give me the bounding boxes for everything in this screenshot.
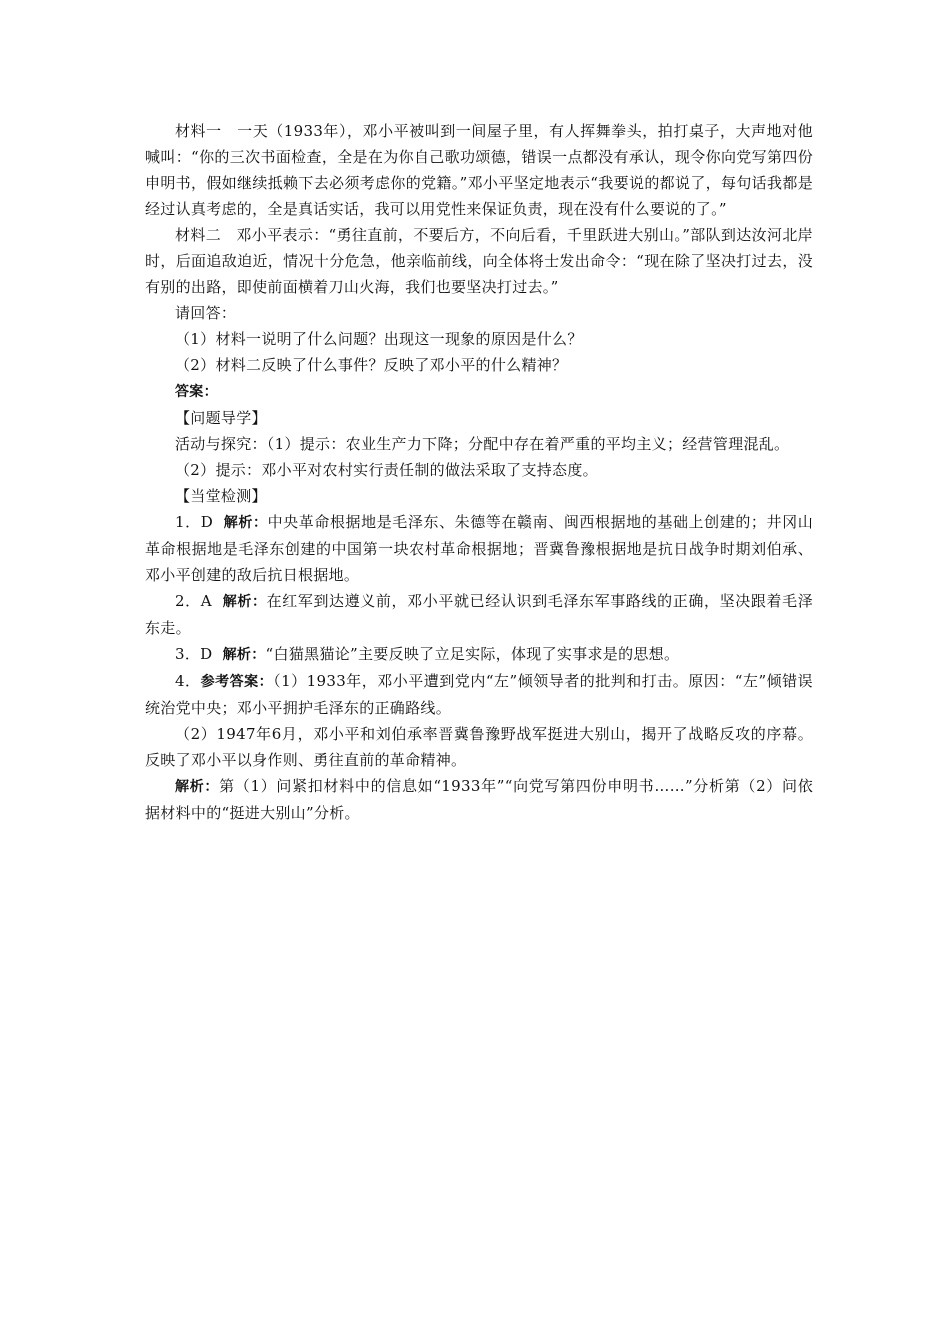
material-one-text: 一天（1933年），邓小平被叫到一间屋子里，有人挥舞拳头，拍打桌子，大声地对他喊叫：“你的三次书面检查，全是在为你自己歌功颂德，错误一点都没有承认，现令你向党写第四份申明书，假如继续抵赖下去必须考虑你的党籍。”邓小平坚定地表示“我要说的都说了，每句话我都是经过认真考虑的，全是真话实话，我可以用党性来保证负责，现在没有什么要说的了。”: [145, 122, 813, 218]
material-two-paragraph: [145, 222, 813, 300]
activity-answer-2: （2）提示：邓小平对农村实行责任制的做法采取了支持态度。: [175, 461, 598, 479]
answer-heading: 答案：: [175, 384, 218, 400]
material-two-text: 邓小平表示：“勇往直前，不要后方，不向后看，千里跃进大别山。”部队到达汝河北岸时，后面追敌迫近，情况十分危急，他亲临前线，向全体将士发出命令：“现在除了坚决打过去，没有别的出路，即使前面横着刀山火海，我们也要坚决打过去。”: [145, 226, 813, 296]
answer-item-2-text: 在红军到达遵义前，邓小平就已经认识到毛泽东军事路线的正确，坚决跟着毛泽东走。: [145, 592, 813, 637]
analysis-paragraph: [145, 773, 813, 826]
answer-item-3-text: “白猫黑猫论”主要反映了立足实际，体现了实事求是的思想。: [265, 645, 680, 663]
answer-item-3: [145, 641, 813, 668]
analysis-label: 解析：: [175, 779, 220, 795]
answer-item-1-label: 解析：: [223, 515, 268, 531]
answer-item-1-text: 中央革命根据地是毛泽东、朱德等在赣南、闽西根据地的基础上创建的；井冈山革命根据地是毛泽东创建的中国第一块农村革命根据地；晋冀鲁豫根据地是抗日战争时期刘伯承、邓小平创建的敌后抗日根据地。: [145, 513, 813, 584]
answer-item-2: [145, 588, 813, 641]
section-problem-guide: 【问题导学】: [175, 409, 267, 427]
answer-item-4-number: 4．: [175, 672, 201, 690]
answer-item-4-part-2: （2）1947年6月，邓小平和刘伯承率晋冀鲁豫野战军挺进大别山，揭开了战略反攻的序幕。反映了邓小平以身作则、勇往直前的革命精神。: [145, 725, 813, 769]
question-prompt: 请回答：: [175, 304, 237, 322]
answer-item-1: [145, 509, 813, 588]
answer-item-3-label: 解析：: [222, 647, 266, 663]
answer-item-4-text: （1）1933年，邓小平遭到党内“左”倾领导者的批判和打击。原因：“左”倾错误统治党中央；邓小平拥护毛泽东的正确路线。: [145, 672, 813, 717]
question-2: （2）材料二反映了什么事件？反映了邓小平的什么精神？: [175, 356, 568, 374]
answer-item-1-number: 1．D: [175, 513, 214, 531]
answer-item-2-label: 解析：: [222, 594, 267, 610]
question-1: （1）材料一说明了什么问题？出现这一现象的原因是什么？: [175, 330, 583, 348]
answer-item-4: [145, 668, 813, 721]
analysis-text: 第（1）问紧扣材料中的信息如“1933年”“向党写第四份申明书……”分析第（2）问依据材料中的“挺进大别山”分析。: [145, 777, 813, 822]
section-class-test: 【当堂检测】: [175, 487, 267, 505]
material-one-label: 材料一: [175, 122, 222, 140]
material-two-label: 材料二: [175, 226, 222, 244]
answer-item-2-number: 2．A: [175, 592, 212, 610]
material-one-paragraph: [145, 118, 813, 222]
document-body: [145, 118, 813, 826]
answer-item-4-label: 参考答案：: [200, 674, 274, 690]
answer-item-3-number: 3．D: [175, 645, 213, 663]
answer-heading-paragraph: [145, 378, 813, 405]
activity-answer: 活动与探究：（1）提示：农业生产力下降；分配中存在着严重的平均主义；经营管理混乱。: [175, 435, 790, 453]
